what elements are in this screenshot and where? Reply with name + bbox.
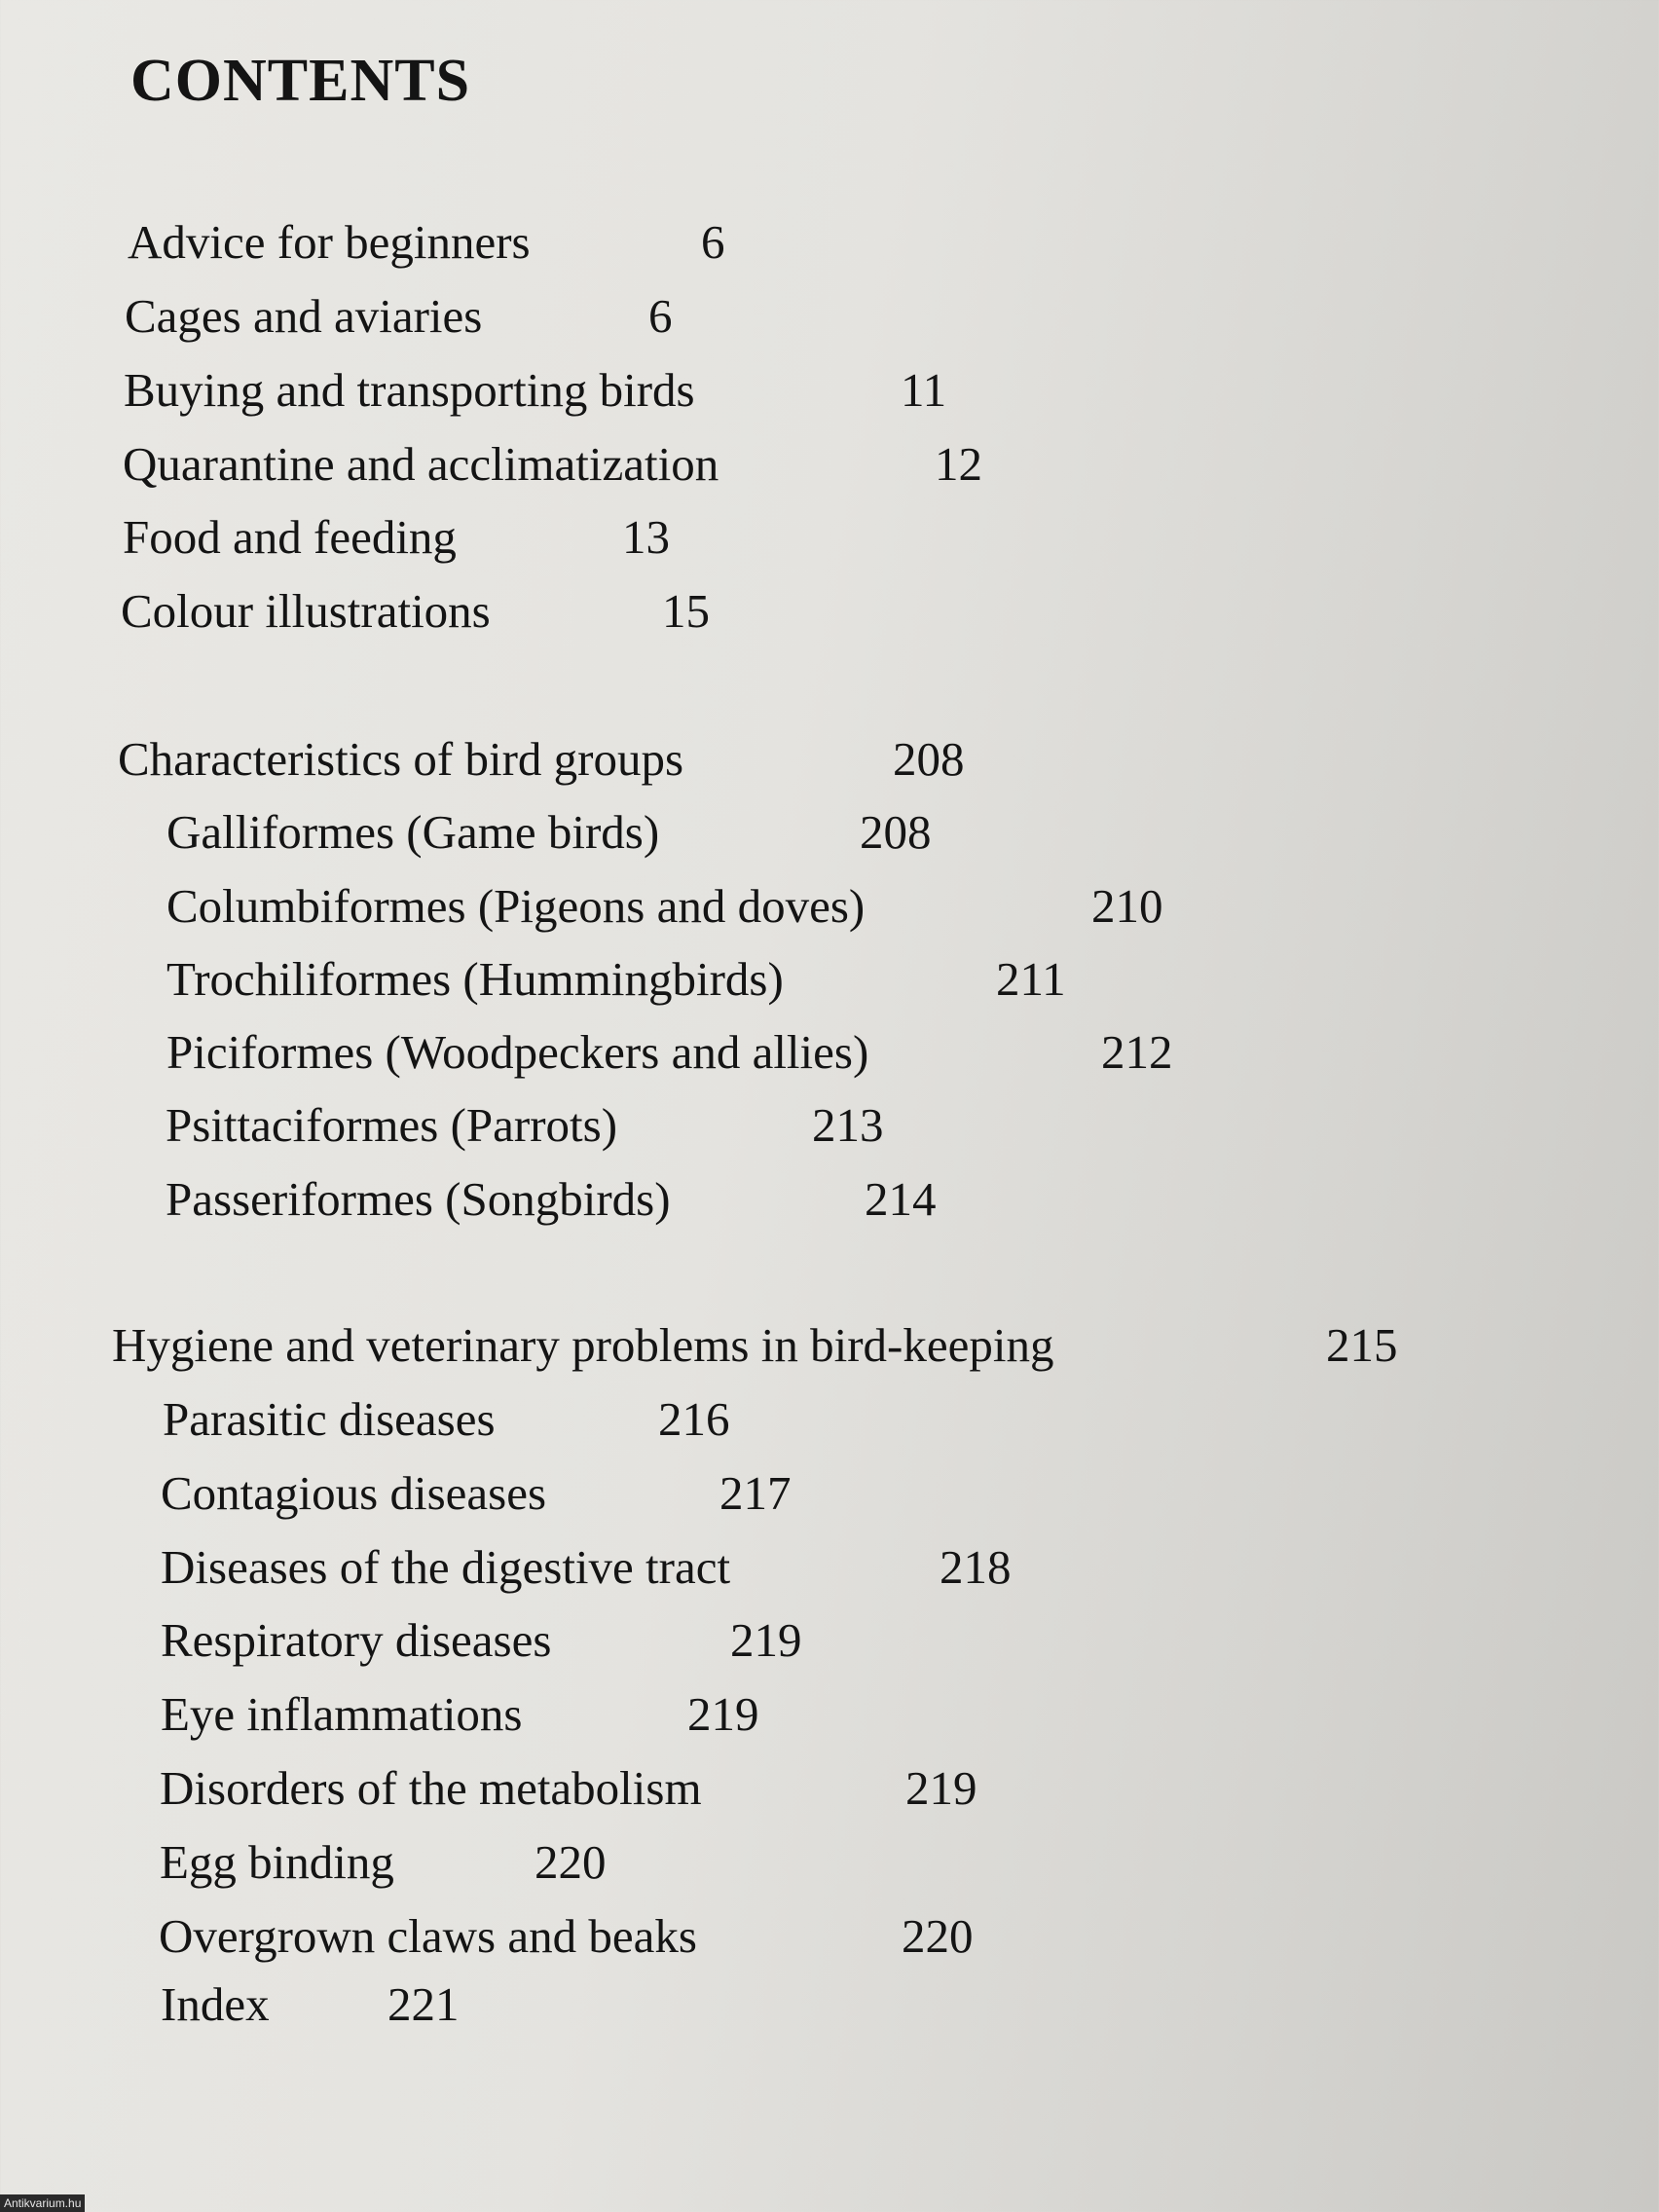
toc-entry-page: 219 (905, 1761, 977, 1815)
toc-entry-title: Psittaciformes (Parrots) (166, 1098, 618, 1152)
toc-entry-page: 217 (719, 1466, 792, 1520)
toc-entry-title: Galliformes (Game birds) (166, 805, 660, 859)
toc-entry (161, 1540, 1012, 1594)
toc-entry-title: Index (161, 1977, 270, 2031)
toc-entry (123, 437, 982, 491)
page-title: CONTENTS (130, 48, 471, 114)
toc-entry-title: Disorders of the metabolism (160, 1761, 702, 1815)
facing-page-bleed-through (837, 58, 1659, 2152)
toc-entry-page: 218 (940, 1540, 1012, 1594)
toc-entry-page: 220 (902, 1909, 974, 1963)
toc-entry-page: 221 (387, 1977, 460, 2031)
toc-entry-page: 12 (935, 437, 982, 491)
toc-entry-title: Advice for beginners (128, 215, 531, 269)
toc-entry (160, 1761, 977, 1815)
toc-entry-title: Colour illustrations (121, 584, 491, 638)
toc-entry-page: 212 (1101, 1025, 1173, 1079)
toc-entry (166, 805, 932, 859)
toc-entry (161, 1466, 792, 1520)
toc-entry (124, 363, 947, 417)
toc-entry-title: Cages and aviaries (125, 289, 483, 343)
toc-entry (166, 952, 1066, 1006)
toc-entry-title: Egg binding (160, 1835, 394, 1889)
toc-entry-page: 220 (535, 1835, 607, 1889)
toc-entry (166, 879, 1163, 933)
toc-entry-page: 219 (730, 1613, 802, 1667)
toc-entry (121, 584, 710, 638)
watermark: Antikvarium.hu (0, 2194, 85, 2212)
toc-entry-title: Eye inflammations (161, 1687, 523, 1741)
toc-entry (163, 1392, 730, 1446)
toc-entry-title: Quarantine and acclimatization (123, 437, 719, 491)
toc-entry-page: 210 (1091, 879, 1163, 933)
toc-entry-page: 219 (687, 1687, 759, 1741)
toc-entry (125, 289, 673, 343)
toc-entry-page: 6 (648, 289, 673, 343)
toc-entry-page: 15 (662, 584, 710, 638)
toc-entry-title: Contagious diseases (161, 1466, 547, 1520)
toc-entry-page: 11 (901, 363, 947, 417)
toc-entry-title: Columbiformes (Pigeons and doves) (166, 879, 866, 933)
toc-entry (166, 1098, 884, 1152)
toc-entry-page: 213 (812, 1098, 884, 1152)
toc-entry-page: 208 (893, 732, 965, 786)
toc-entry-title: Food and feeding (123, 510, 457, 564)
toc-entry (112, 1318, 1398, 1372)
toc-entry-page: 13 (622, 510, 670, 564)
toc-entry (123, 510, 670, 564)
toc-entry-title: Parasitic diseases (163, 1392, 496, 1446)
toc-entry-title: Passeriformes (Songbirds) (166, 1172, 671, 1226)
toc-entry-title: Buying and transporting birds (124, 363, 695, 417)
toc-entry-title: Overgrown claws and beaks (159, 1909, 697, 1963)
toc-entry (166, 1172, 937, 1226)
toc-entry-title: Diseases of the digestive tract (161, 1540, 731, 1594)
toc-entry-title: Characteristics of bird groups (118, 732, 684, 786)
toc-entry-page: 214 (865, 1172, 937, 1226)
toc-entry-page: 6 (701, 215, 725, 269)
toc-entry (161, 1687, 759, 1741)
toc-entry (166, 1025, 1173, 1079)
toc-entry-title: Piciformes (Woodpeckers and allies) (166, 1025, 869, 1079)
toc-entry (160, 1835, 607, 1889)
toc-entry (161, 1977, 460, 2031)
toc-entry-title: Trochiliformes (Hummingbirds) (166, 952, 784, 1006)
toc-entry-title: Hygiene and veterinary problems in bird-keeping (112, 1318, 1054, 1372)
toc-entry (159, 1909, 974, 1963)
toc-entry-page: 215 (1326, 1318, 1398, 1372)
toc-entry (128, 215, 725, 269)
toc-entry-page: 208 (860, 805, 932, 859)
toc-entry (161, 1613, 802, 1667)
toc-entry-title: Respiratory diseases (161, 1613, 552, 1667)
toc-entry-page: 216 (658, 1392, 730, 1446)
toc-entry (118, 732, 965, 786)
toc-entry-page: 211 (996, 952, 1066, 1006)
